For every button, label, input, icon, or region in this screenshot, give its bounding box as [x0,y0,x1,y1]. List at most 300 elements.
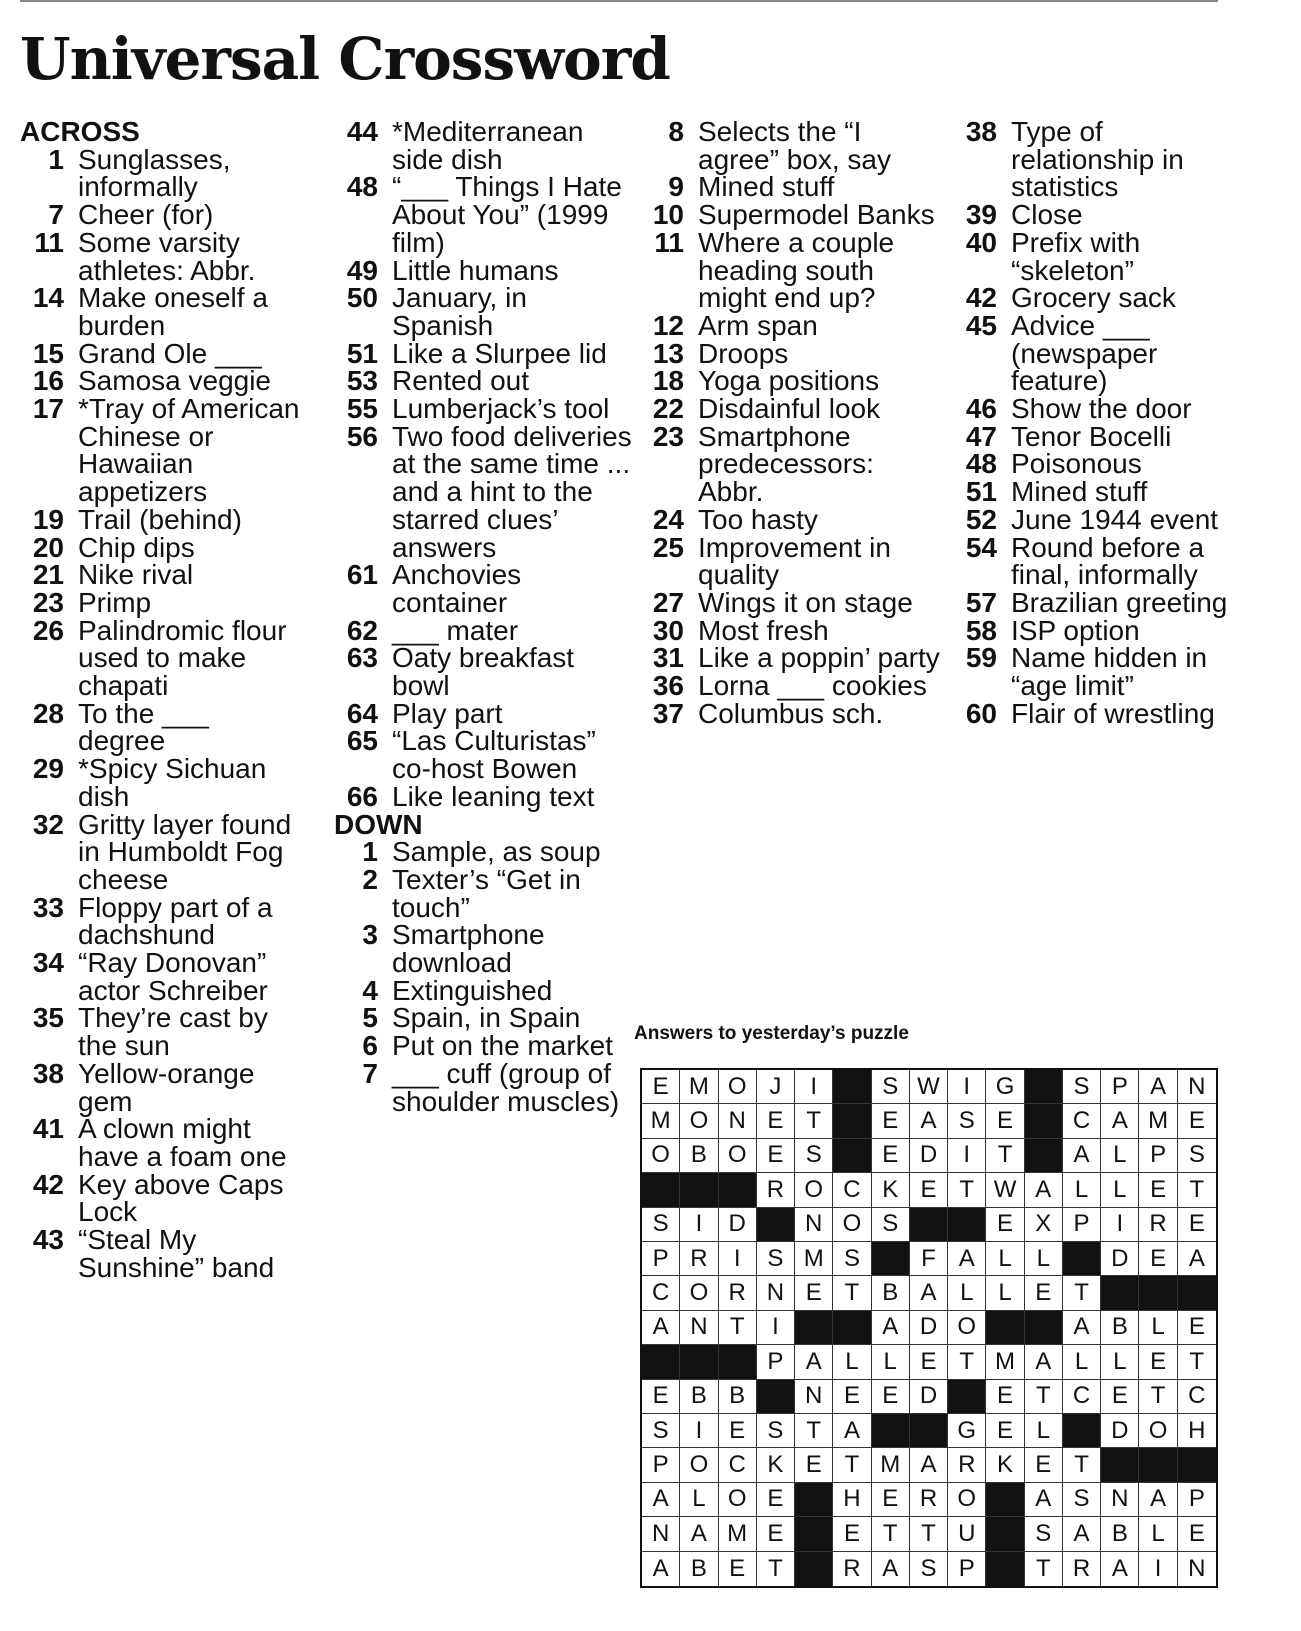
answer-cell: A [642,1311,680,1345]
clue-text: ___ mater [392,614,519,646]
down-clue-10 [640,201,940,229]
answer-cell: E [833,1380,871,1414]
clue-text: Key above Caps Lock [78,1168,284,1228]
answer-cell: A [872,1311,910,1345]
clue-number: 28 [32,697,64,729]
clue-text: January, in Spanish [392,282,527,341]
clue-column-4 [953,118,1253,727]
answer-cell: L [1101,1139,1139,1173]
black-square [986,1483,1024,1517]
clue-text: Little humans [392,254,559,286]
clue-number: 14 [32,282,64,314]
black-square [948,1208,986,1242]
answer-cell: T [795,1414,833,1448]
answer-cell: P [757,1345,795,1379]
across-clue-32 [20,808,300,895]
clue-text: Rented out [392,365,529,397]
clue-number: 11 [654,226,684,258]
black-square [1025,1139,1063,1173]
clue-text: Lorna ___ cookies [698,670,927,702]
answer-cell: C [833,1173,871,1207]
clue-text: Gritty layer found in Humboldt Fog cheese [78,808,292,895]
clue-number: 51 [346,337,378,369]
answer-cell: E [872,1139,910,1173]
black-square [986,1311,1024,1345]
answer-cell: F [910,1242,948,1276]
answer-cell: L [1101,1345,1139,1379]
answer-cell: S [872,1070,910,1104]
clue-text: Show the door [1011,393,1192,425]
clue-text: Anchovies container [392,559,522,618]
clue-text: Oaty breakfast bowl [392,642,575,702]
answer-cell: E [757,1139,795,1173]
answer-cell: I [719,1242,757,1276]
answer-cell: L [1063,1345,1101,1379]
answer-cell: E [795,1276,833,1310]
answer-cell: E [719,1414,757,1448]
answer-cell: O [719,1483,757,1517]
clue-text: Most fresh [698,614,829,646]
black-square [1101,1276,1139,1310]
clue-number: 6 [362,1030,378,1062]
black-square [680,1173,718,1207]
answer-cell: L [872,1345,910,1379]
answer-cell: L [1063,1173,1101,1207]
clue-number: 29 [32,753,64,785]
clue-text: Poisonous [1011,448,1142,480]
clue-text: Tenor Bocelli [1011,420,1172,452]
answer-cell: E [757,1517,795,1551]
answer-cell: A [1101,1552,1139,1586]
clue-number: 1 [48,143,64,175]
answer-cell: L [986,1276,1024,1310]
answer-cell: S [1178,1139,1216,1173]
clue-text: Type of relationship in statistics [1011,116,1184,203]
answer-cell: P [1101,1070,1139,1104]
across-clue-43 [20,1226,300,1281]
answer-cell: O [948,1311,986,1345]
answer-cell: M [986,1345,1024,1379]
answer-cell: E [833,1517,871,1551]
black-square [680,1345,718,1379]
clue-number: 48 [346,171,378,203]
answer-cell: M [680,1070,718,1104]
answer-cell: N [757,1276,795,1310]
across-clue-38 [20,1057,300,1117]
down-clue-52 [953,503,1253,535]
answer-cell: O [680,1448,718,1482]
clue-text: Smartphone predecessors: Abbr. [698,420,874,508]
answer-cell: G [948,1414,986,1448]
across-clue-11 [20,226,300,286]
clue-number: 66 [346,780,378,812]
answer-cell: K [872,1173,910,1207]
answer-cell: A [1025,1345,1063,1379]
clue-number: 59 [965,642,997,674]
black-square [719,1345,757,1379]
clue-number: 11 [34,226,64,258]
answer-cell: S [1063,1483,1101,1517]
down-clue-6 [334,1032,634,1060]
clue-number: 15 [32,337,64,369]
down-clue-51 [953,478,1253,506]
answer-cell: T [795,1104,833,1138]
black-square [833,1139,871,1173]
answer-cell: E [1101,1380,1139,1414]
clue-number: 52 [965,503,997,535]
answer-cell: T [872,1517,910,1551]
answer-cell: T [757,1552,795,1586]
answer-cell: A [1025,1173,1063,1207]
down-clue-46 [953,395,1253,423]
across-clue-34 [20,949,300,1004]
clue-text: Yoga positions [698,365,880,397]
answer-cell: P [1063,1208,1101,1242]
across-clue-63 [334,642,634,702]
answer-cell: O [833,1208,871,1242]
down-clue-47 [953,420,1253,452]
answer-cell: X [1025,1208,1063,1242]
clue-number: 38 [965,116,997,147]
clue-number: 16 [32,365,64,397]
clue-text: Like a poppin’ party [698,642,940,674]
down-clue-31 [640,644,940,672]
clue-number: 10 [652,199,684,231]
answer-cell: L [1139,1311,1177,1345]
answer-cell: M [719,1517,757,1551]
down-clue-40 [953,226,1253,286]
answer-cell: B [680,1139,718,1173]
black-square [757,1380,795,1414]
answer-cell: B [680,1380,718,1414]
top-rule [20,0,1218,2]
answer-cell: A [833,1414,871,1448]
clue-number: 61 [346,559,378,591]
answer-cell: O [795,1173,833,1207]
clue-number: 26 [32,614,64,646]
black-square [948,1380,986,1414]
answer-cell: E [1178,1208,1216,1242]
answer-cell: O [719,1070,757,1104]
answer-cell: D [910,1139,948,1173]
across-clue-1 [20,143,300,203]
clue-column-2 [334,118,634,1115]
down-clue-23 [640,420,940,508]
clue-number: 57 [965,586,997,618]
clue-text: Mined stuff [1011,476,1148,508]
down-clue-7 [334,1057,634,1117]
clue-text: Too hasty [698,503,818,535]
clue-number: 47 [965,420,997,452]
answer-cell: R [910,1483,948,1517]
black-square [795,1517,833,1551]
answer-cell: E [872,1380,910,1414]
answer-cell: T [833,1276,871,1310]
clue-text: Spain, in Spain [392,1002,581,1034]
clue-text: Make oneself a burden [78,282,268,341]
across-clue-66 [334,780,634,812]
clue-number: 42 [32,1168,64,1200]
clue-number: 17 [32,393,64,425]
answer-cell: S [1063,1070,1101,1104]
clue-text: ISP option [1011,614,1140,646]
down-clue-5 [334,1004,634,1032]
clue-text: “Las Culturistas” co-host Bowen [392,725,596,785]
answer-cell: M [1139,1104,1177,1138]
across-clue-7 [20,201,300,229]
answer-cell: O [1139,1414,1177,1448]
answer-cell: A [1139,1070,1177,1104]
clue-text: Disdainful look [698,393,881,425]
answer-cell: T [1178,1345,1216,1379]
black-square [795,1552,833,1586]
clue-text: A clown might have a foam one [78,1113,287,1172]
clue-text: Droops [698,337,789,369]
clue-number: 58 [965,614,997,646]
down-clue-2 [334,863,634,923]
answer-cell: R [833,1552,871,1586]
across-clue-55 [334,395,634,423]
answer-cell: D [910,1311,948,1345]
clue-number: 30 [652,614,684,646]
clue-text: Advice ___ (newspaper feature) [1011,309,1158,397]
clue-text: Smartphone download [392,919,545,979]
answer-cell: D [910,1380,948,1414]
answer-cell: N [1188,1554,1206,1582]
clue-number: 43 [32,1224,64,1256]
black-square [1178,1276,1216,1310]
clue-number: 3 [362,919,378,951]
answer-cell: E [986,1414,1024,1448]
clue-text: Texter’s “Get in touch” [392,863,581,923]
clue-number: 9 [668,171,684,203]
answer-cell: N [680,1311,718,1345]
across-clue-50 [334,284,634,339]
down-clue-57 [953,586,1253,618]
clue-text: *Spicy Sichuan dish [78,753,267,812]
clue-text: Yellow-orange gem [78,1057,255,1117]
black-square [833,1104,871,1138]
clue-column-1 [20,118,300,1282]
answer-cell: M [795,1242,833,1276]
answer-cell: T [833,1448,871,1482]
clue-text: Selects the “I agree” box, say [698,116,891,175]
clue-text: Improvement in quality [698,531,891,591]
clue-number: 42 [965,282,997,314]
clue-number: 8 [668,116,684,147]
black-square [719,1173,757,1207]
clue-number: 31 [652,642,684,674]
clue-text: Like a Slurpee lid [392,337,607,369]
down-clue-22 [640,395,940,423]
black-square [795,1311,833,1345]
answer-cell: K [986,1448,1024,1482]
page-title: Universal Crossword [20,25,670,93]
clue-text: Where a couple heading south might end up? [698,226,895,314]
clue-text: Brazilian greeting [1011,586,1228,618]
across-clue-35 [20,1002,300,1062]
clue-text: Primp [78,586,152,618]
clue-number: 49 [346,254,378,286]
clue-column-3 [640,118,940,727]
black-square [642,1345,680,1379]
across-clue-48 [334,173,634,256]
clue-text: Lumberjack’s tool [392,393,610,425]
down-clue-59 [953,642,1253,702]
clue-number: 50 [346,282,378,314]
answer-cell: N [1101,1483,1139,1517]
answer-cell: L [1101,1173,1139,1207]
clue-number: 25 [652,531,684,563]
down-clue-1 [334,838,634,866]
answer-cell: P [642,1242,680,1276]
clue-number: 1 [362,836,378,868]
down-clue-36 [640,672,940,700]
clue-number: 64 [346,697,378,729]
answer-cell: C [1178,1380,1216,1414]
clue-text: Name hidden in “age limit” [1011,642,1208,702]
answer-cell: S [757,1242,795,1276]
answer-cell: P [1178,1483,1216,1517]
answer-cell: S [910,1552,948,1586]
clue-number: 24 [652,503,684,535]
down-clue-58 [953,614,1253,646]
answer-cell: A [910,1276,948,1310]
down-clue-27 [640,586,940,618]
black-square [757,1208,795,1242]
clue-text: Nike rival [78,559,194,591]
answer-cell: I [948,1139,986,1173]
across-clue-15 [20,337,300,369]
answer-cell: E [1139,1173,1177,1207]
clue-text: Sunglasses, informally [78,143,231,203]
answer-cell: T [1139,1380,1177,1414]
across-clue-33 [20,891,300,951]
down-clue-13 [640,337,940,369]
answer-cell: I [948,1070,986,1104]
down-clue-24 [640,503,940,535]
answer-cell: T [910,1517,948,1551]
answer-cell: E [719,1552,757,1586]
answer-cell: N [795,1380,833,1414]
answer-cell: L [986,1242,1024,1276]
clue-number: 51 [965,476,997,508]
answer-cell: L [680,1483,718,1517]
clue-text: Extinguished [392,974,553,1006]
answer-cell: A [910,1448,948,1482]
answer-cell: W [910,1070,948,1104]
black-square [1139,1448,1177,1482]
answer-cell: S [833,1242,871,1276]
answer-cell: L [1025,1242,1063,1276]
down-clue-60 [953,697,1253,729]
answer-cell: R [757,1173,795,1207]
clue-number: 65 [346,725,378,757]
across-heading: ACROSS [20,116,140,147]
across-clue-42 [20,1168,300,1228]
answer-cell: T [1063,1448,1101,1482]
black-square [1101,1448,1139,1482]
clue-text: Trail (behind) [78,503,242,535]
answer-cell: L [833,1345,871,1379]
clue-text: “Steal My Sunshine” band [78,1224,275,1283]
clue-text: Some varsity athletes: Abbr. [78,226,256,286]
clue-text: Supermodel Banks [698,199,935,231]
answer-cell: E [1025,1448,1063,1482]
down-clue-11 [640,226,940,314]
clue-number: 20 [32,531,64,563]
answer-cell: I [680,1414,718,1448]
down-clue-45 [953,309,1253,397]
clue-number: 40 [965,226,997,258]
clue-number: 35 [32,1002,64,1034]
clue-text: Play part [392,697,503,729]
clue-text: Grocery sack [1011,282,1176,314]
across-clue-41 [20,1115,300,1170]
answer-cell: L [1139,1517,1177,1551]
clue-text: Palindromic flour used to make chapati [78,614,287,702]
answer-cell: B [719,1380,757,1414]
answer-cell: O [680,1276,718,1310]
black-square [1139,1276,1177,1310]
down-clue-38 [953,118,1253,201]
answer-cell: S [872,1208,910,1242]
answer-cell: A [1063,1139,1101,1173]
answer-cell: C [642,1276,680,1310]
clue-number: 21 [32,559,64,591]
answer-cell: N [1178,1070,1216,1104]
black-square [795,1483,833,1517]
answer-cell: H [833,1483,871,1517]
black-square [872,1242,910,1276]
clue-number: 33 [32,891,64,923]
answer-cell: I [757,1311,795,1345]
black-square [1063,1242,1101,1276]
answer-cell: P [948,1552,986,1586]
answer-cell: O [680,1104,718,1138]
answer-cell: E [872,1104,910,1138]
answer-cell: R [1063,1552,1101,1586]
clue-text: Like leaning text [392,780,595,812]
clue-text: “___ Things I Hate About You” (1999 film) [392,171,622,258]
answer-cell: R [948,1448,986,1482]
answer-cell: M [642,1104,680,1138]
answer-cell: E [1139,1345,1177,1379]
across-clue-65 [334,725,634,785]
clue-text: To the ___ degree [78,697,209,757]
answer-cell: E [1178,1311,1216,1345]
down-clue-4 [334,974,634,1006]
answer-cell: E [1025,1276,1063,1310]
answer-cell: S [757,1414,795,1448]
clue-text: Flair of wrestling [1011,697,1215,729]
answer-cell: E [872,1483,910,1517]
clue-text: *Tray of American Chinese or Hawaiian appetizers [78,393,300,508]
answer-cell: E [1178,1104,1216,1138]
answer-cell: T [948,1345,986,1379]
answer-grid [640,1068,1218,1588]
answer-cell: W [986,1173,1024,1207]
clue-text: Round before a final, informally [1011,531,1205,591]
across-clue-19 [20,503,300,535]
black-square [1025,1104,1063,1138]
black-square [833,1070,871,1104]
answer-cell: E [986,1104,1024,1138]
clue-text: Columbus sch. [698,697,884,729]
answer-cell: B [872,1276,910,1310]
clue-number: 27 [652,586,684,618]
answer-cell: S [642,1414,680,1448]
